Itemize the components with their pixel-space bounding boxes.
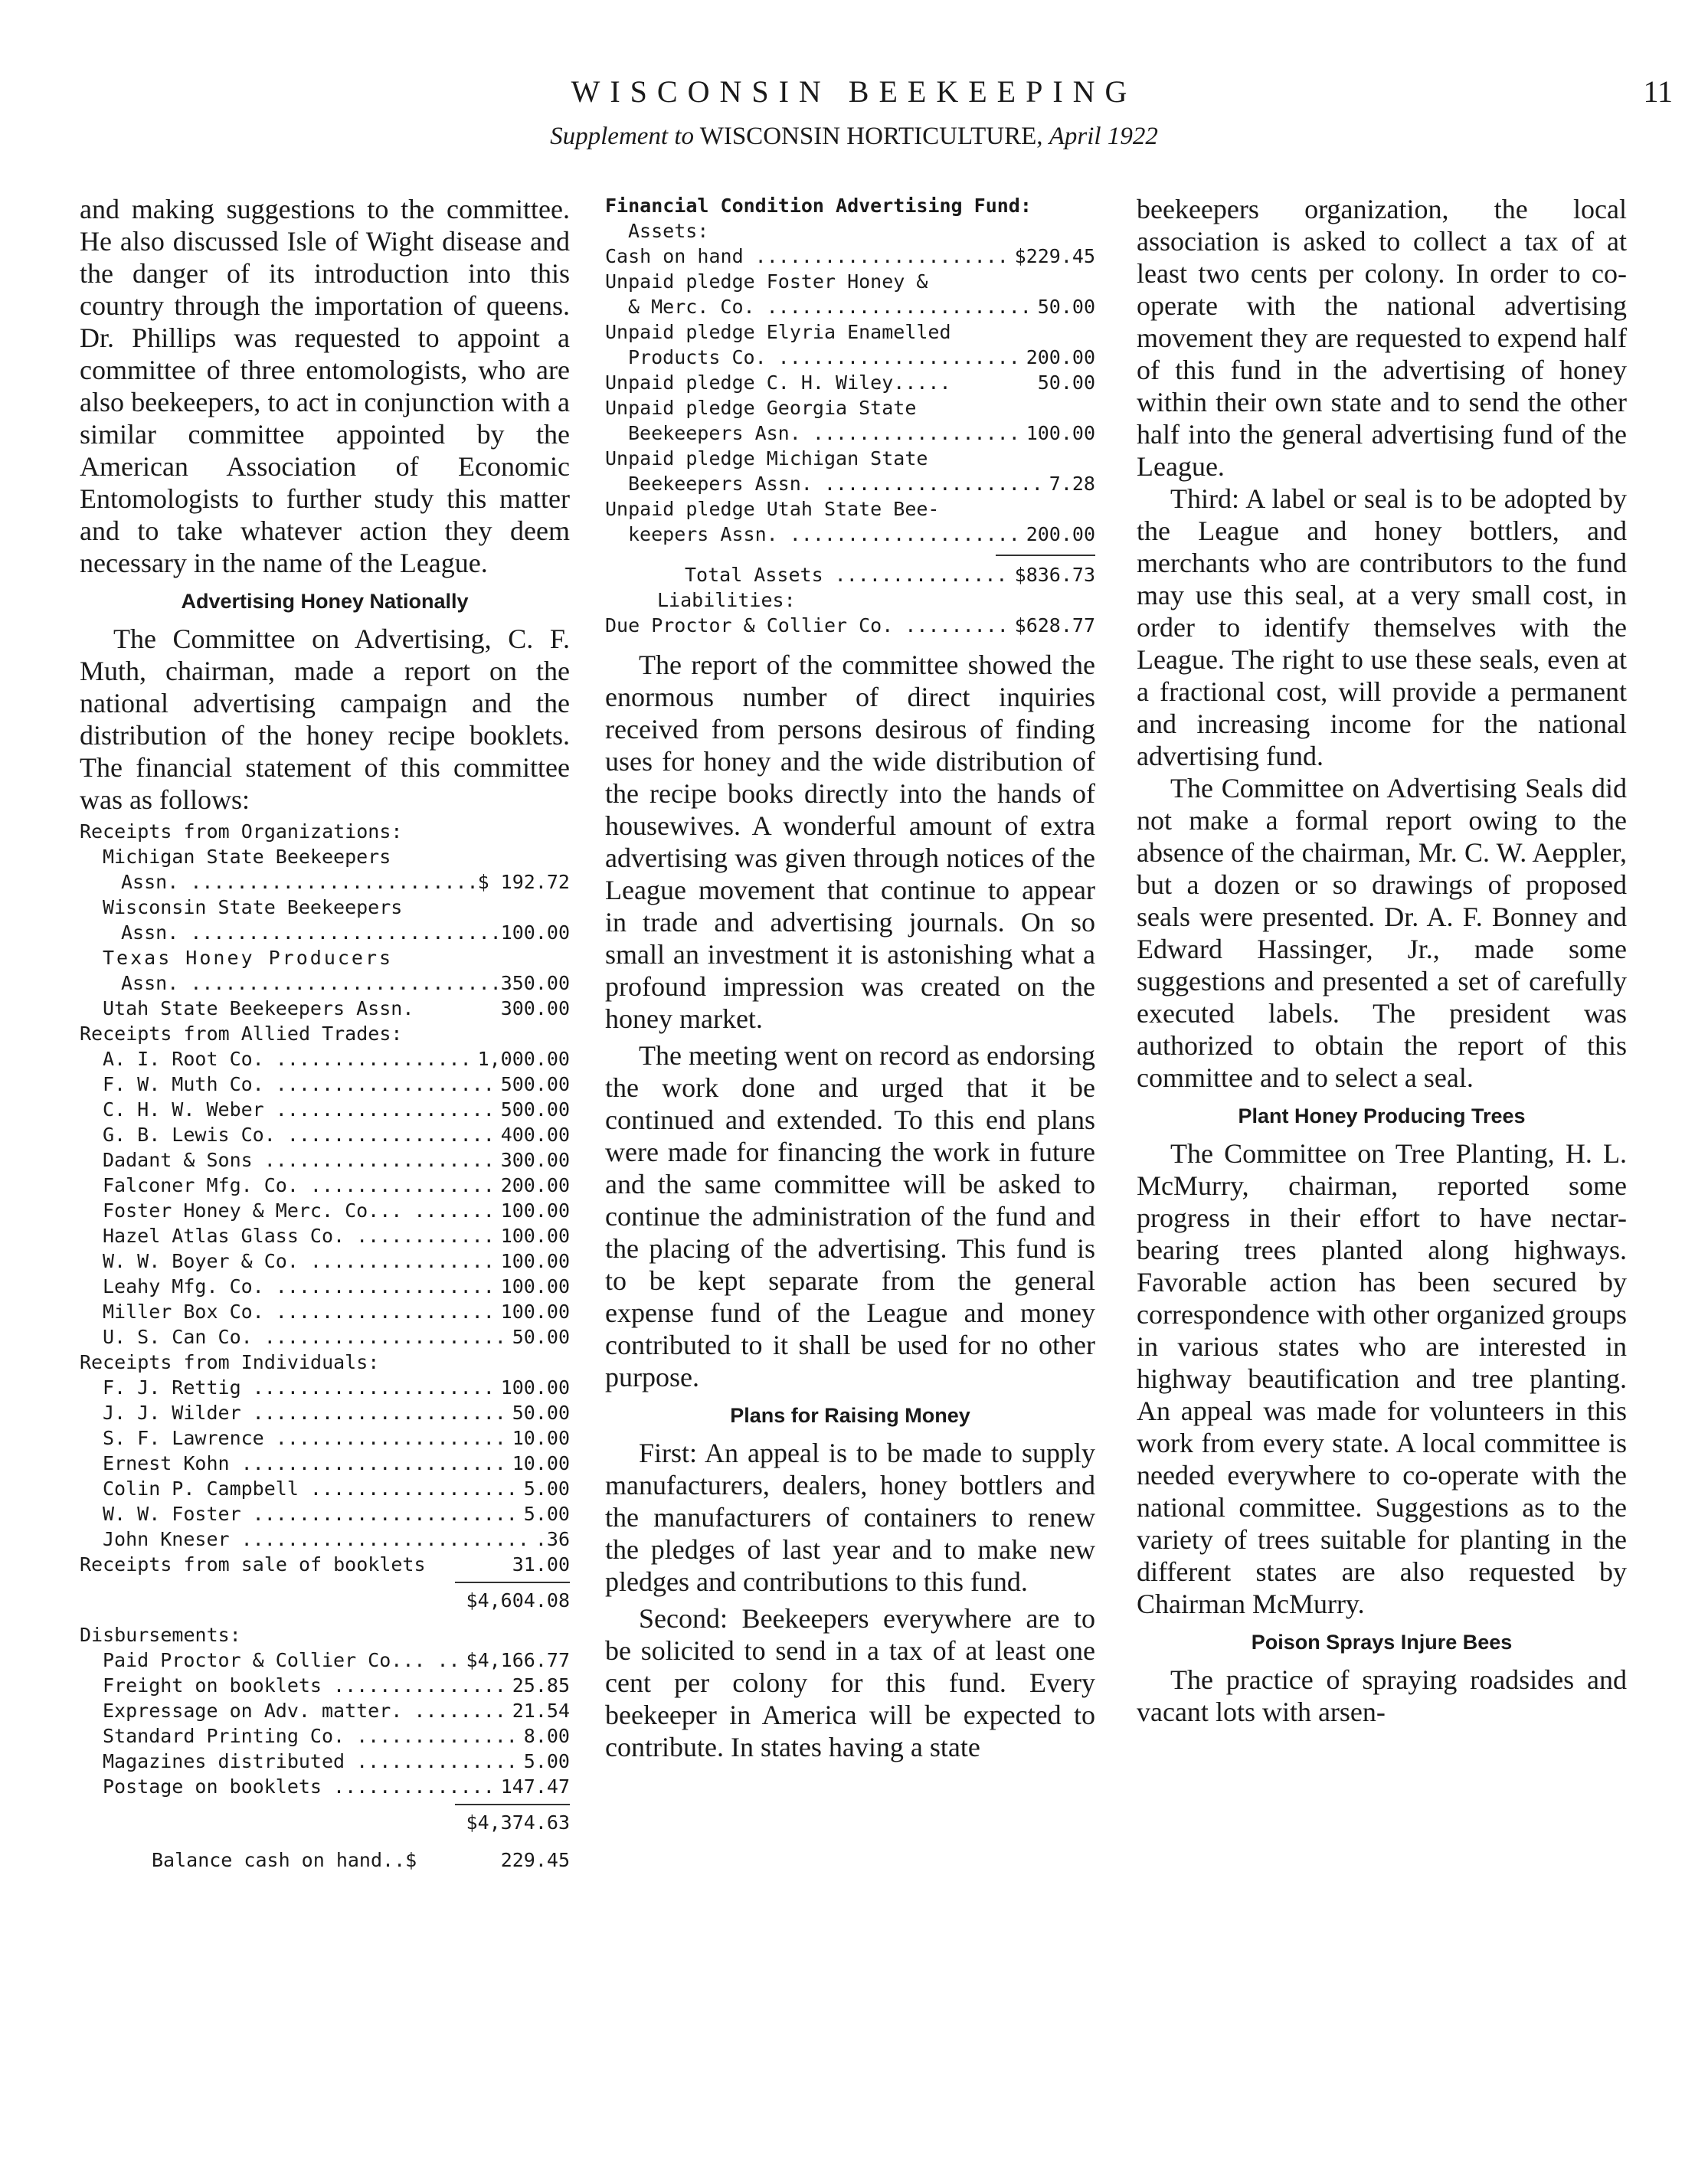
ledger-label: Magazines distributed ..... — [103, 1749, 521, 1774]
paragraph-third: Third: A label or seal is to be adopted by the League and honey bottlers, and merchants who are contributors to the fund may use this seal, at a very small cost, in order to identify themselves with the League. The right to use these seals, even at a fractional cost, will provide a permanent and increasing income for the national advertising fund. — [1137, 483, 1627, 771]
receipts-orgs-heading: Receipts from Organizations: — [80, 820, 403, 843]
disbursements-heading: Disbursements: — [80, 1624, 241, 1646]
ledger-amount: 200.00 — [1026, 346, 1095, 368]
ledger-label: & Merc. Co. ..... — [628, 294, 1035, 319]
ledger-row — [80, 970, 570, 996]
ledger-row — [80, 1774, 570, 1799]
ledger-amount: 500.00 — [500, 1098, 570, 1121]
ledger-amount: 350.00 — [500, 972, 570, 994]
total-rule — [455, 1804, 570, 1805]
ledger-amount: 200.00 — [500, 1174, 570, 1196]
ledger-amount: 50.00 — [1037, 296, 1095, 318]
ledger-label: U. S. Can Co. ..... — [103, 1324, 509, 1350]
ledger-label: Unpaid pledge C. H. Wiley..... — [605, 371, 951, 394]
ledger-row — [80, 1324, 570, 1350]
ledger-amount: 200.00 — [1026, 523, 1095, 545]
ledger-row — [80, 1527, 570, 1552]
assets-label: Assets: — [628, 220, 709, 242]
paragraph-intro: and making suggestions to the committee. He also discussed Isle of Wight disease and the danger of its introduction into this country through the importation of queens. Dr. Phillips was requested to appoint a committee of three entomologists, who are also beekeepers, to act in conjunction with a similar committee appointed by the American Association of Economic Entomologists to further study this matter and to take whatever action they deem necessary in the name of the League. — [80, 194, 570, 578]
ledger-amount: 400.00 — [500, 1124, 570, 1146]
ledger-amount: 1,000.00 — [477, 1048, 570, 1070]
ledger-label: Due Proctor & Collier Co. ..... — [605, 613, 1012, 638]
ledger-row — [80, 1046, 570, 1072]
total-assets-row — [605, 562, 1095, 587]
ledger-label: Leahy Mfg. Co. ..... — [103, 1274, 498, 1299]
ledger-label: Dadant & Sons ..... — [103, 1147, 498, 1173]
ledger-amount: 21.54 — [512, 1700, 570, 1722]
ledger-row — [605, 370, 1095, 395]
ledger-amount: 10.00 — [512, 1427, 570, 1449]
paragraph-second: Second: Beekeepers everywhere are to be solicited to send in a tax of at least one cent per colony for this fund. Every beekeeper in America will be expected to contribute. In states having a state — [605, 1603, 1095, 1762]
ledger-amount: 50.00 — [512, 1402, 570, 1424]
ledger-row — [80, 996, 570, 1021]
financial-statement — [80, 819, 570, 1873]
ledger-row — [80, 1451, 570, 1476]
paragraph-continued: beekeepers organization, the local association is asked to collect a tax of at least two cents per colony. In order to co-operate with the national advertising movement they are requested to expend half of this fund in the advertising of honey within their own state and to send the other half into the general advertising fund of the League. — [1137, 194, 1627, 482]
ledger-row — [605, 420, 1095, 446]
ledger-label: Assn. ..... — [121, 920, 498, 945]
section-heading-advertising: Advertising Honey Nationally — [181, 590, 469, 613]
ledger-row — [80, 1274, 570, 1299]
disbursements-total: $4,374.63 — [466, 1811, 570, 1834]
ledger-row — [605, 244, 1095, 269]
ledger-row — [80, 1122, 570, 1147]
disbursements-total-row — [80, 1810, 570, 1835]
ledger-label: G. B. Lewis Co. ..... — [103, 1122, 498, 1147]
ledger-amount: 100.00 — [1026, 422, 1095, 444]
ledger-amount: 100.00 — [500, 1199, 570, 1222]
total-rule — [996, 555, 1095, 556]
ledger-label: Assn. ..... — [121, 869, 475, 895]
ledger-row — [80, 920, 570, 945]
ledger-label: Hazel Atlas Glass Co. ..... — [103, 1223, 498, 1248]
ledger-label: Paid Proctor & Collier Co... ..... — [103, 1648, 463, 1673]
balance-amount: 229.45 — [500, 1849, 570, 1871]
ledger-row — [80, 1400, 570, 1425]
ledger-row — [80, 1299, 570, 1324]
ledger-label: C. H. W. Weber ..... — [103, 1097, 498, 1122]
ledger-row — [80, 1147, 570, 1173]
ledger-row — [80, 1375, 570, 1400]
paragraph-poison: The practice of spraying roadsides and vacant lots with arsen- — [1137, 1664, 1627, 1727]
ledger-amount: 25.85 — [512, 1674, 570, 1697]
ledger-line: Unpaid pledge Foster Honey & — [605, 270, 928, 293]
paragraph-meeting: The meeting went on record as endorsing the work done and urged that it be continued and extended. To this end plans were made for financing the work in future and the same committee will be asked to continue the administration of the fund and the placing of the advertising. This fund is to be kept separate from the general expense fund of the League and money contributed to it shall be used for no other purpose. — [605, 1040, 1095, 1392]
ledger-line: Michigan State Beekeepers — [103, 846, 391, 868]
ledger-label: Colin P. Campbell ..... — [103, 1476, 521, 1501]
ledger-row — [605, 613, 1095, 638]
paragraph-trees: The Committee on Tree Planting, H. L. McMurry, chairman, reported some progress in their effort to have nectar-bearing trees planted along highways. Favorable action has been secured by correspondence with other organized groups in various states who are interested in highway beautification and tree planting. An appeal was made for volunteers in this work from every state. A local committee is needed everywhere to co-operate with the national committee. Suggestions as to the variety of trees suitable for planting in the different states are also requested by Chairman McMurry. — [1137, 1138, 1627, 1619]
ledger-label: F. J. Rettig ..... — [103, 1375, 498, 1400]
ledger-label: Standard Printing Co. ..... — [103, 1723, 521, 1749]
ledger-row — [605, 522, 1095, 547]
ledger-row — [80, 1248, 570, 1274]
ledger-row — [80, 1648, 570, 1673]
ledger-amount: 100.00 — [500, 1376, 570, 1399]
balance-label: Balance cash on hand..$ — [152, 1849, 417, 1871]
balance-row — [80, 1847, 570, 1873]
liabilities-label: Liabilities: — [657, 589, 796, 611]
ledger-line: Unpaid pledge Utah State Bee- — [605, 498, 940, 520]
ledger-amount: 31.00 — [512, 1553, 570, 1576]
paragraph-committee-advertising: The Committee on Advertising, C. F. Muth, chairman, made a report on the national advertising campaign and the distribution of the honey recipe booklets. The financial statement of this committee was as follows: — [80, 623, 570, 815]
ledger-line: Unpaid pledge Michigan State — [605, 447, 928, 470]
ledger-label: W. W. Boyer & Co. ..... — [103, 1248, 498, 1274]
ledger-amount: $4,166.77 — [466, 1649, 570, 1671]
section-heading-poison: Poison Sprays Injure Bees — [1251, 1631, 1513, 1654]
ledger-label: A. I. Root Co. ..... — [103, 1046, 475, 1072]
ledger-amount: 8.00 — [523, 1725, 570, 1747]
ledger-label: Falconer Mfg. Co. ..... — [103, 1173, 498, 1198]
ledger-label: John Kneser ..... — [103, 1527, 532, 1552]
total-assets-amount: $836.73 — [1014, 564, 1095, 586]
page-number: 11 — [1643, 74, 1673, 109]
ledger-amount: 100.00 — [500, 1250, 570, 1272]
ledger-row — [80, 1723, 570, 1749]
column-1 — [80, 193, 570, 1873]
ledger-amount: $628.77 — [1014, 614, 1095, 636]
supplement-date: April 1922 — [1049, 123, 1158, 150]
supplement-line — [0, 123, 1708, 151]
supplement-prefix: Supplement to — [550, 123, 695, 150]
ledger-label: Products Co. ..... — [628, 345, 1023, 370]
receipts-individuals-heading: Receipts from Individuals: — [80, 1351, 380, 1373]
paragraph-first: First: An appeal is to be made to supply manufacturers, dealers, honey bottlers and the manufacturers of containers to renew the pledges of last year and to make new pledges and contributions to this fund. — [605, 1438, 1095, 1597]
ledger-amount: 300.00 — [500, 997, 570, 1019]
ledger-row — [605, 294, 1095, 319]
receipts-individuals-list — [80, 1375, 570, 1552]
ledger-line: Wisconsin State Beekeepers — [103, 896, 403, 918]
fund-condition-title: Financial Condition Advertising Fund: — [605, 195, 1032, 217]
ledger-label: Foster Honey & Merc. Co... ..... — [103, 1198, 498, 1223]
ledger-row — [80, 869, 570, 895]
disbursements-list — [80, 1648, 570, 1799]
ledger-amount: 100.00 — [500, 1225, 570, 1247]
receipts-total: $4,604.08 — [466, 1589, 570, 1612]
ledger-label: Expressage on Adv. matter. ..... — [103, 1698, 509, 1723]
ledger-amount: 7.28 — [1049, 473, 1095, 495]
ledger-row — [80, 1673, 570, 1698]
ledger-label: Cash on hand ..... — [605, 244, 1012, 269]
ledger-row — [605, 471, 1095, 496]
ledger-label: F. W. Muth Co. ..... — [103, 1072, 498, 1097]
ledger-row — [80, 1698, 570, 1723]
ledger-amount: 50.00 — [512, 1326, 570, 1348]
ledger-amount: 100.00 — [500, 1301, 570, 1323]
ledger-label: Receipts from sale of booklets — [80, 1553, 426, 1576]
ledger-label: Ernest Kohn ..... — [103, 1451, 509, 1476]
ledger-row — [80, 1425, 570, 1451]
ledger-line: Unpaid pledge Elyria Enamelled — [605, 321, 951, 343]
ledger-row — [605, 345, 1095, 370]
fund-condition — [605, 193, 1095, 638]
ledger-label: Assn. ..... — [121, 970, 498, 996]
receipts-trades-list — [80, 1046, 570, 1350]
ledger-row — [80, 1552, 570, 1577]
ledger-row — [80, 1223, 570, 1248]
ledger-amount: 147.47 — [500, 1775, 570, 1798]
section-heading-raising-money: Plans for Raising Money — [730, 1404, 970, 1427]
ledger-amount: 50.00 — [1037, 371, 1095, 394]
ledger-label: keepers Assn. ..... — [628, 522, 1023, 547]
paragraph-seals: The Committee on Advertising Seals did not make a formal report owing to the absence of the chairman, Mr. C. W. Aeppler, but a dozen or so drawings of proposed seals were presented. Dr. A. F. Bonney and Edward Hassinger, Jr., made some suggestions and presented a set of carefully executed labels. The president was authorized to obtain the report of this committee and to select a seal. — [1137, 773, 1627, 1093]
ledger-label: Utah State Beekeepers Assn. — [103, 997, 414, 1019]
ledger-label: S. F. Lawrence ..... — [103, 1425, 509, 1451]
ledger-row — [80, 1173, 570, 1198]
ledger-amount: 5.00 — [523, 1477, 570, 1500]
ledger-label: Freight on booklets ..... — [103, 1673, 509, 1698]
ledger-amount: .36 — [535, 1528, 570, 1550]
ledger-label: Miller Box Co. ..... — [103, 1299, 498, 1324]
ledger-amount: 100.00 — [500, 1275, 570, 1297]
ledger-amount: 100.00 — [500, 921, 570, 944]
ledger-amount: 5.00 — [523, 1750, 570, 1772]
ledger-amount: 300.00 — [500, 1149, 570, 1171]
ledger-row — [80, 1198, 570, 1223]
receipts-trades-heading: Receipts from Allied Trades: — [80, 1023, 403, 1045]
total-rule — [455, 1582, 570, 1583]
section-heading-trees: Plant Honey Producing Trees — [1238, 1104, 1526, 1127]
column-3 — [1137, 193, 1627, 1728]
ledger-label: J. J. Wilder ..... — [103, 1400, 509, 1425]
ledger-row — [80, 1501, 570, 1527]
ledger-amount: 500.00 — [500, 1073, 570, 1095]
supplement-publication: WISCONSIN HORTICULTURE, — [699, 123, 1043, 150]
ledger-label: Beekeepers Assn. ..... — [628, 471, 1046, 496]
ledger-row — [80, 1749, 570, 1774]
column-2 — [605, 193, 1095, 1763]
ledger-row — [80, 1097, 570, 1122]
paragraph-report: The report of the committee showed the enormous number of direct inquiries received from persons desirous of finding uses for honey and the wide distribution of the recipe books directly into the hands of housewives. A wonderful amount of extra advertising was given through notices of the League movement that continue to appear in trade and advertising journals. On so small an investment it is astonishing what a profound impression was created on the honey market. — [605, 650, 1095, 1034]
ledger-label: Postage on booklets ..... — [103, 1774, 498, 1799]
receipts-total-row — [80, 1588, 570, 1613]
ledger-line: Unpaid pledge Georgia State — [605, 397, 917, 419]
ledger-amount: $229.45 — [1014, 245, 1095, 267]
masthead: WISCONSIN BEEKEEPING — [571, 74, 1137, 109]
total-assets-label: Total Assets ..... — [646, 562, 1012, 587]
ledger-amount: 10.00 — [512, 1452, 570, 1474]
ledger-amount: 5.00 — [523, 1503, 570, 1525]
ledger-row — [80, 1072, 570, 1097]
ledger-line: Texas Honey Producers — [103, 947, 394, 969]
ledger-label: Beekeepers Asn. ..... — [628, 420, 1023, 446]
ledger-row — [80, 1476, 570, 1501]
ledger-amount: $ 192.72 — [477, 871, 570, 893]
ledger-label: W. W. Foster ..... — [103, 1501, 521, 1527]
